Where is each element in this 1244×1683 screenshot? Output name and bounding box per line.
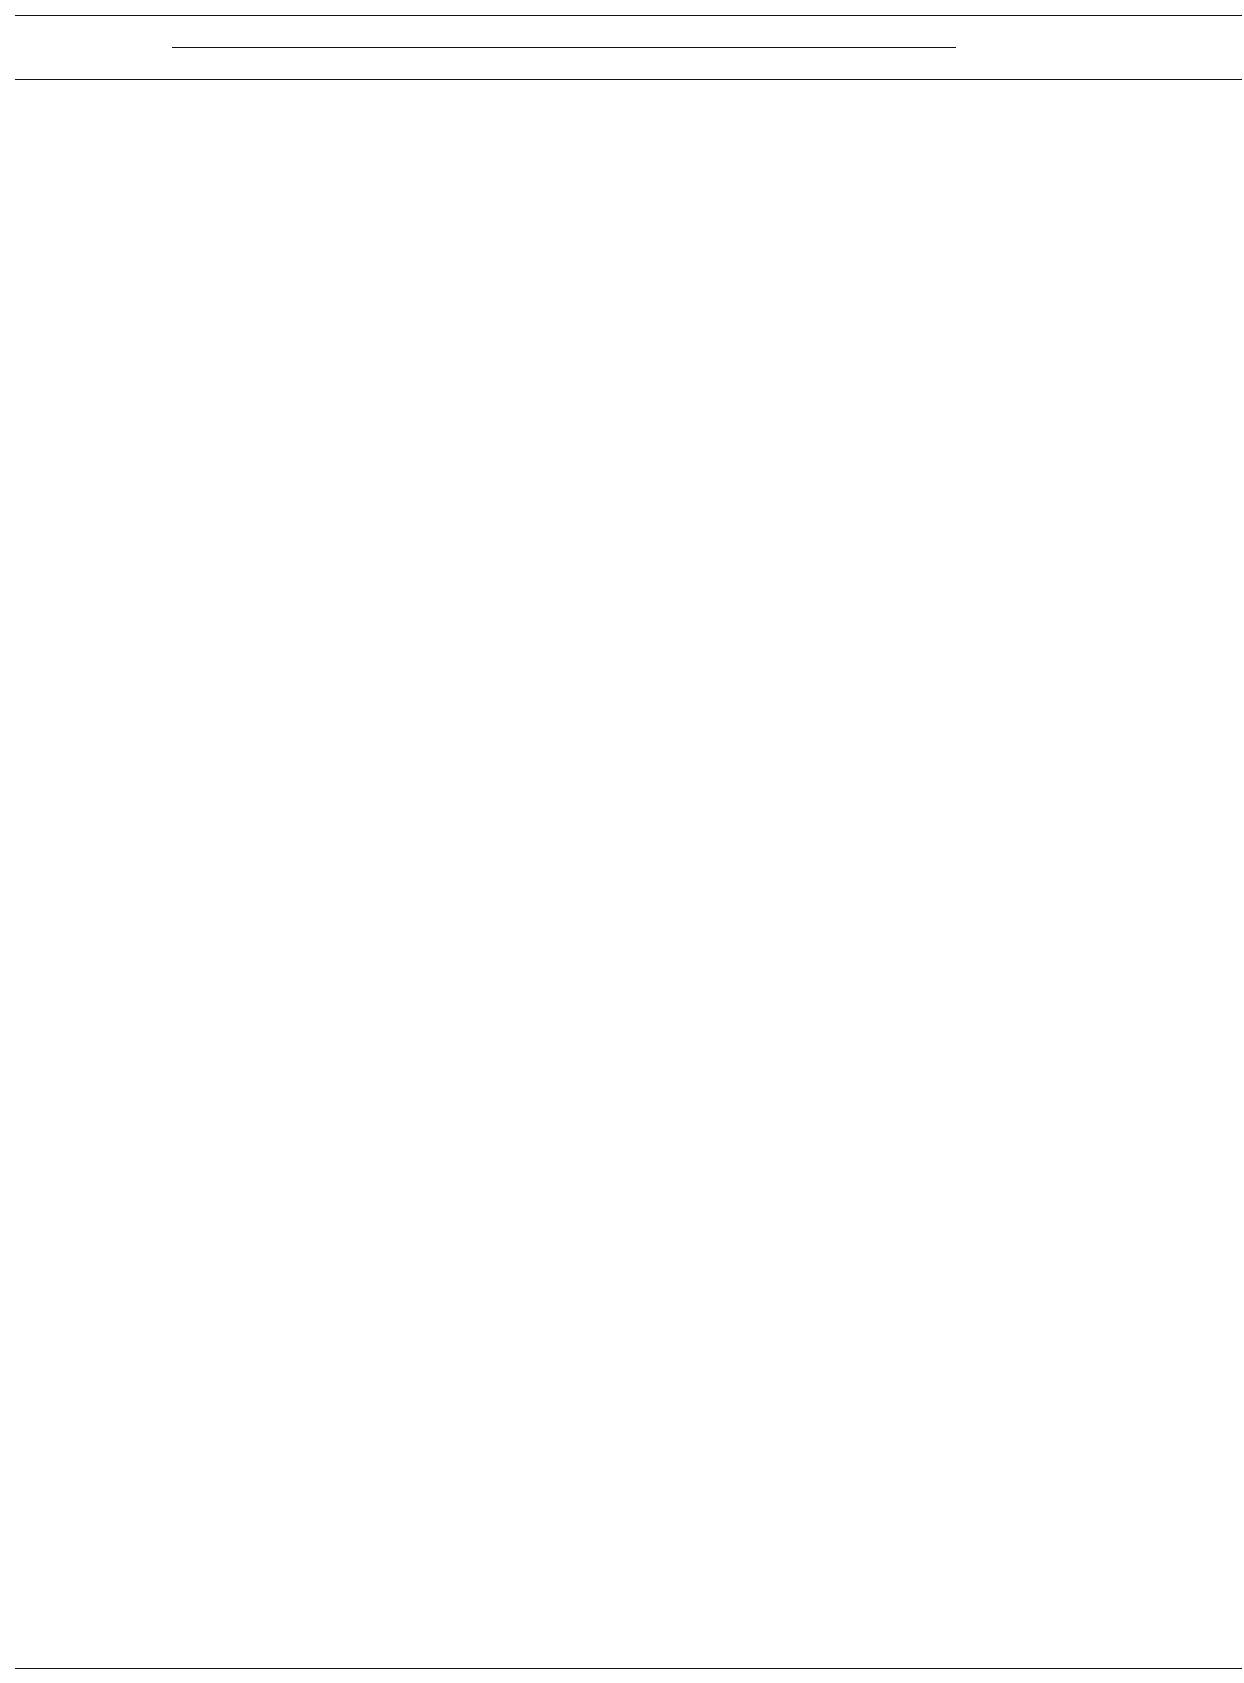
time-header-rule bbox=[172, 47, 956, 48]
header-p-time bbox=[1052, 25, 1055, 42]
table-top-rule bbox=[15, 15, 1242, 16]
header-p-group bbox=[970, 25, 973, 42]
header-bottom-rule bbox=[15, 79, 1242, 80]
header2-p-time bbox=[1052, 788, 1055, 805]
table-bottom-rule bbox=[15, 1668, 1242, 1669]
header-p-interaction bbox=[1142, 25, 1145, 42]
